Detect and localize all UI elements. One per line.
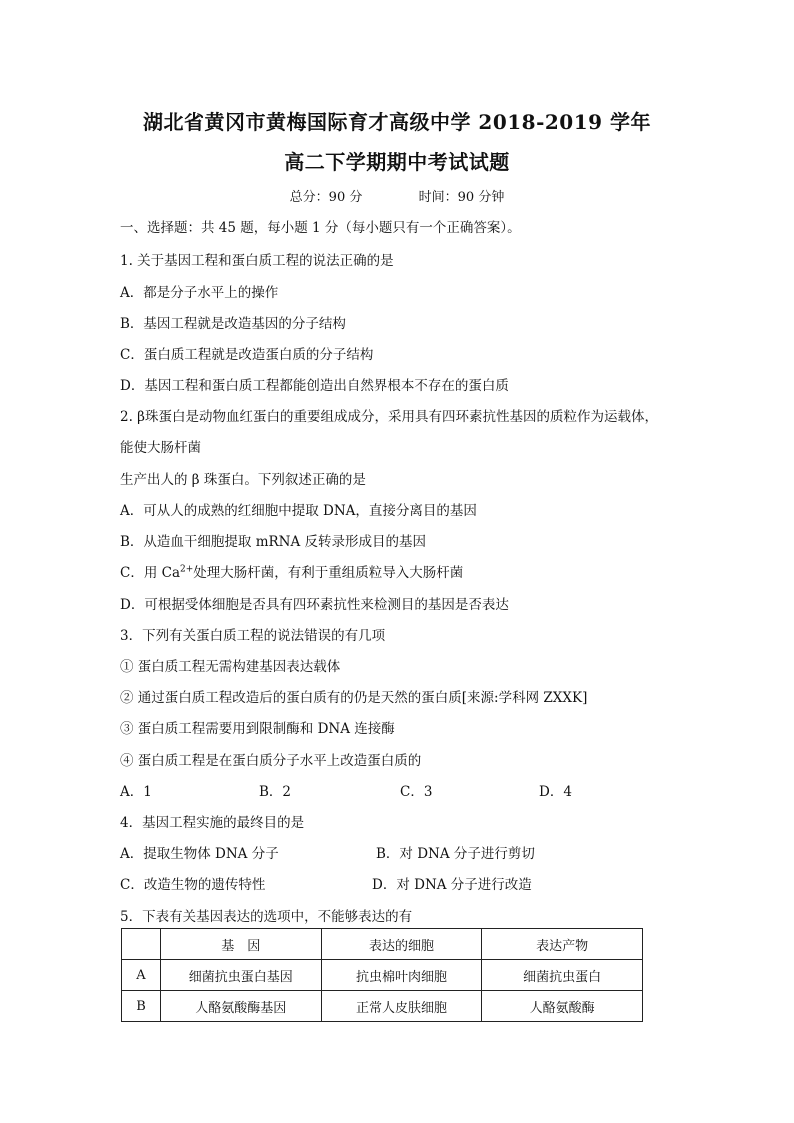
table-row bbox=[122, 960, 643, 991]
q5-header-cell bbox=[122, 929, 161, 960]
q5-header-cell: 表达产物 bbox=[482, 929, 643, 960]
q2-option-a: A．可从人的成熟的红细胞中提取 DNA，直接分离目的基因 bbox=[120, 503, 477, 519]
q3-option-a: A．1 bbox=[120, 784, 152, 800]
q4-option-d: D．对 DNA 分子进行改造 bbox=[372, 877, 532, 893]
q4-option-a: A．提取生物体 DNA 分子 bbox=[120, 846, 279, 862]
q5-header-cell: 基 因 bbox=[160, 929, 321, 960]
table-row bbox=[122, 991, 643, 1022]
q5-table bbox=[121, 928, 643, 1022]
table-cell: A bbox=[122, 960, 161, 991]
q4-stem: 4．基因工程实施的最终目的是 bbox=[120, 815, 305, 831]
section-heading: 一、选择题：共 45 题，每小题 1 分（每小题只有一个正确答案）。 bbox=[120, 220, 521, 236]
q3-statement-1: ① 蛋白质工程无需构建基因表达载体 bbox=[120, 659, 341, 675]
exam-title-line1: 湖北省黄冈市黄梅国际育才高级中学 2018-2019 学年 bbox=[142, 110, 652, 134]
q2-stem-line1: 2. β珠蛋白是动物血红蛋白的重要组成成分，采用具有四环素抗性基因的质粒作为运载体， bbox=[120, 409, 658, 425]
exam-title-line2: 高二下学期期中考试试题 bbox=[284, 150, 510, 174]
q2-stem-line3: 生产出人的 β 珠蛋白。下列叙述正确的是 bbox=[120, 472, 366, 488]
q3-statement-4: ④ 蛋白质工程是在蛋白质分子水平上改造蛋白质的 bbox=[120, 753, 422, 769]
table-cell: 人酪氨酸酶 bbox=[482, 991, 643, 1022]
q1-option-a: A．都是分子水平上的操作 bbox=[120, 285, 279, 301]
total-score: 总分：90 分 bbox=[289, 190, 363, 205]
q2-stem-line2: 能使大肠杆菌 bbox=[120, 440, 201, 456]
q3-statement-3: ③ 蛋白质工程需要用到限制酶和 DNA 连接酶 bbox=[120, 721, 395, 737]
q2-option-d: D．可根据受体细胞是否具有四环素抗性来检测目的基因是否表达 bbox=[120, 597, 509, 613]
q2-option-c bbox=[120, 561, 463, 581]
table-cell: 细菌抗虫蛋白基因 bbox=[160, 960, 321, 991]
q3-statement-2: ② 通过蛋白质工程改造后的蛋白质有的仍是天然的蛋白质[来源:学科网 ZXXK] bbox=[120, 690, 588, 706]
q5-table-header bbox=[122, 929, 643, 960]
table-cell: 正常人皮肤细胞 bbox=[321, 991, 482, 1022]
q2-option-c-post: 处理大肠杆菌，有利于重组质粒导入大肠杆菌 bbox=[193, 565, 464, 581]
q1-stem: 1. 关于基因工程和蛋白质工程的说法正确的是 bbox=[120, 253, 394, 269]
q2-option-c-pre: C．用 Ca bbox=[120, 565, 180, 581]
table-cell: 人酪氨酸酶基因 bbox=[160, 991, 321, 1022]
q3-option-c: C．3 bbox=[400, 784, 433, 800]
q1-option-b: B．基因工程就是改造基因的分子结构 bbox=[120, 316, 346, 332]
exam-meta bbox=[0, 186, 794, 205]
q4-option-b: B．对 DNA 分子进行剪切 bbox=[376, 846, 535, 862]
q1-option-d: D．基因工程和蛋白质工程都能创造出自然界根本不存在的蛋白质 bbox=[120, 378, 509, 394]
table-cell: 细菌抗虫蛋白 bbox=[482, 960, 643, 991]
table-cell: 抗虫棉叶肉细胞 bbox=[321, 960, 482, 991]
q5-stem: 5．下表有关基因表达的选项中，不能够表达的有 bbox=[120, 909, 413, 925]
q5-header-cell: 表达的细胞 bbox=[321, 929, 482, 960]
q3-option-b: B．2 bbox=[259, 784, 292, 800]
exam-time: 时间：90 分钟 bbox=[418, 190, 505, 205]
q2-option-b: B．从造血干细胞提取 mRNA 反转录形成目的基因 bbox=[120, 534, 427, 550]
q3-option-d: D．4 bbox=[539, 784, 572, 800]
q3-stem: 3．下列有关蛋白质工程的说法错误的有几项 bbox=[120, 628, 386, 644]
table-cell: B bbox=[122, 991, 161, 1022]
q1-option-c: C．蛋白质工程就是改造蛋白质的分子结构 bbox=[120, 347, 374, 363]
q2-option-c-sup: 2+ bbox=[180, 564, 194, 575]
q4-option-c: C．改造生物的遗传特性 bbox=[120, 877, 266, 893]
